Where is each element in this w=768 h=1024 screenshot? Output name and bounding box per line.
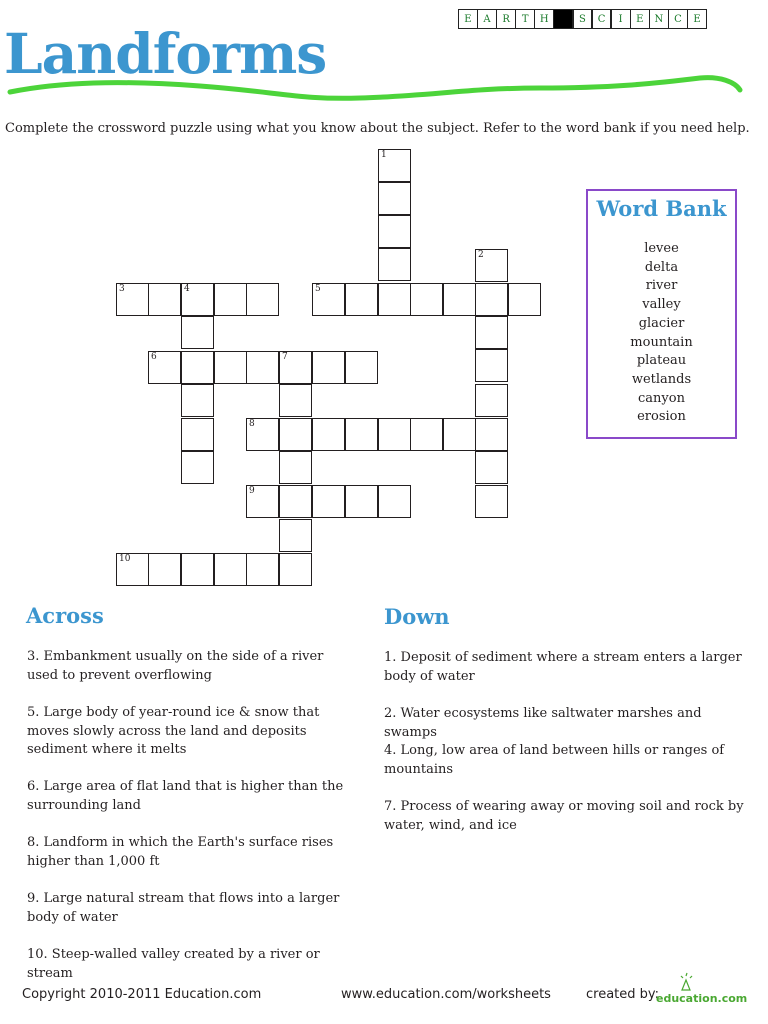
crossword-cell[interactable] (475, 418, 508, 451)
earth-science-banner (459, 9, 707, 29)
crossword-cell[interactable] (410, 418, 443, 451)
crossword-cell[interactable] (279, 519, 312, 552)
crossword-cell[interactable] (475, 249, 508, 282)
crossword-cell[interactable] (279, 418, 312, 451)
svg-text:education.com: education.com (656, 992, 748, 1005)
clue-number: 3 (119, 284, 125, 294)
crossword-cell[interactable] (246, 485, 279, 518)
footer (0, 987, 768, 1011)
crossword-cell[interactable] (116, 553, 149, 586)
clue-number: 2 (478, 250, 484, 260)
across-clue: 6. Large area of flat land that is higher than the surrounding land (27, 779, 344, 813)
down-clue: 1. Deposit of sediment where a stream enters a larger body of water (384, 650, 742, 684)
across-clue: 3. Embankment usually on the side of a river used to prevent overflowing (27, 649, 324, 683)
banner-letter: N (649, 9, 669, 29)
crossword-cell[interactable] (181, 418, 214, 451)
book-icon (681, 973, 692, 990)
word-bank-list (588, 240, 735, 427)
crossword-cell[interactable] (214, 553, 247, 586)
crossword-cell[interactable] (475, 451, 508, 484)
crossword-cell[interactable] (312, 283, 345, 316)
crossword-cell[interactable] (246, 418, 279, 451)
green-swoosh-decoration (0, 76, 768, 110)
clue-number: 8 (249, 419, 255, 429)
word-bank (586, 189, 737, 439)
crossword-cell[interactable] (279, 553, 312, 586)
down-heading: Down (384, 604, 450, 629)
down-clue: 4. Long, low area of land between hills or ranges of mountains (384, 743, 725, 777)
clue-number: 5 (315, 284, 321, 294)
crossword-cell[interactable] (345, 485, 378, 518)
banner-letter: I (610, 9, 630, 29)
crossword-cell[interactable] (475, 485, 508, 518)
crossword-cell[interactable] (508, 283, 541, 316)
crossword-cell[interactable] (148, 283, 181, 316)
banner-letter: A (477, 9, 497, 29)
crossword-cell[interactable] (279, 351, 312, 384)
crossword-cell[interactable] (378, 283, 411, 316)
banner-letter: C (591, 9, 611, 29)
word-bank-item: river (645, 278, 678, 294)
crossword-cell[interactable] (181, 316, 214, 349)
crossword-cell[interactable] (181, 553, 214, 586)
clue-number: 9 (249, 486, 255, 496)
word-bank-item: valley (642, 297, 681, 313)
crossword-cell[interactable] (378, 182, 411, 215)
crossword-cell[interactable] (475, 283, 508, 316)
instructions-text: Complete the crossword puzzle using what you know about the subject. Refer to the word bank if you need help. (5, 121, 750, 136)
crossword-cell[interactable] (475, 349, 508, 382)
clue-number: 7 (282, 352, 288, 362)
crossword-cell[interactable] (443, 418, 476, 451)
banner-letter: H (534, 9, 554, 29)
crossword-cell[interactable] (312, 351, 345, 384)
crossword-cell[interactable] (345, 283, 378, 316)
clue-number: 10 (119, 554, 131, 564)
crossword-cell[interactable] (279, 384, 312, 417)
across-clue: 5. Large body of year-round ice & snow that moves slowly across the land and deposits sediment where it melts (27, 705, 320, 757)
crossword-cell[interactable] (279, 485, 312, 518)
crossword-cell[interactable] (148, 351, 181, 384)
crossword-cell[interactable] (181, 451, 214, 484)
crossword-cell[interactable] (279, 451, 312, 484)
word-bank-item: glacier (638, 315, 685, 331)
across-clue: 9. Large natural stream that flows into a larger body of water (27, 891, 340, 925)
word-bank-item: wetlands (631, 371, 692, 387)
crossword-cell[interactable] (181, 351, 214, 384)
across-heading: Across (26, 603, 104, 628)
clue-number: 4 (184, 284, 190, 294)
crossword-cell[interactable] (378, 215, 411, 248)
banner-spacer (553, 9, 573, 29)
banner-letter: R (496, 9, 516, 29)
crossword-cell[interactable] (246, 283, 279, 316)
crossword-cell[interactable] (312, 418, 345, 451)
down-clue: 7. Process of wearing away or moving soil and rock by water, wind, and ice (384, 799, 744, 833)
across-clue: 10. Steep-walled valley created by a river or stream (27, 947, 320, 981)
crossword-cell[interactable] (378, 485, 411, 518)
page-title: Landforms (4, 21, 327, 86)
crossword-cell[interactable] (312, 485, 345, 518)
crossword-cell[interactable] (116, 283, 149, 316)
word-bank-item: erosion (637, 409, 686, 425)
crossword-cell[interactable] (378, 418, 411, 451)
crossword-cell[interactable] (475, 384, 508, 417)
clue-number: 6 (151, 352, 157, 362)
banner-letter: E (630, 9, 650, 29)
crossword-cell[interactable] (214, 351, 247, 384)
copyright-text: Copyright 2010-2011 Education.com (22, 987, 262, 1002)
crossword-cell[interactable] (246, 351, 279, 384)
word-bank-title: Word Bank (596, 196, 727, 221)
banner-letter: C (668, 9, 688, 29)
word-bank-item: delta (644, 259, 679, 275)
banner-letter: E (687, 9, 707, 29)
word-bank-item: canyon (638, 390, 685, 406)
education-com-logo (656, 970, 748, 1006)
down-clue: 2. Water ecosystems like saltwater marshes and swamps (384, 706, 702, 740)
crossword-cell[interactable] (378, 149, 411, 182)
crossword-cell[interactable] (475, 316, 508, 349)
crossword-cell[interactable] (410, 283, 443, 316)
across-clue: 8. Landform in which the Earth's surface rises higher than 1,000 ft (27, 835, 334, 869)
crossword-cell[interactable] (345, 351, 378, 384)
crossword-cell[interactable] (345, 418, 378, 451)
crossword-cell[interactable] (246, 553, 279, 586)
website-link[interactable]: www.education.com/worksheets (341, 987, 551, 1002)
banner-letter: E (458, 9, 478, 29)
created-by-label: created by: (586, 987, 660, 1002)
word-bank-item: levee (644, 241, 679, 256)
word-bank-item: mountain (630, 334, 693, 350)
crossword-cell[interactable] (148, 553, 181, 586)
crossword-cell[interactable] (378, 248, 411, 281)
crossword-cell[interactable] (443, 283, 476, 316)
word-bank-item: plateau (636, 353, 687, 369)
crossword-cell[interactable] (214, 283, 247, 316)
banner-letter: T (515, 9, 535, 29)
banner-letter: S (572, 9, 592, 29)
clue-number: 1 (381, 150, 387, 160)
crossword-cell[interactable] (181, 283, 214, 316)
crossword-cell[interactable] (181, 384, 214, 417)
